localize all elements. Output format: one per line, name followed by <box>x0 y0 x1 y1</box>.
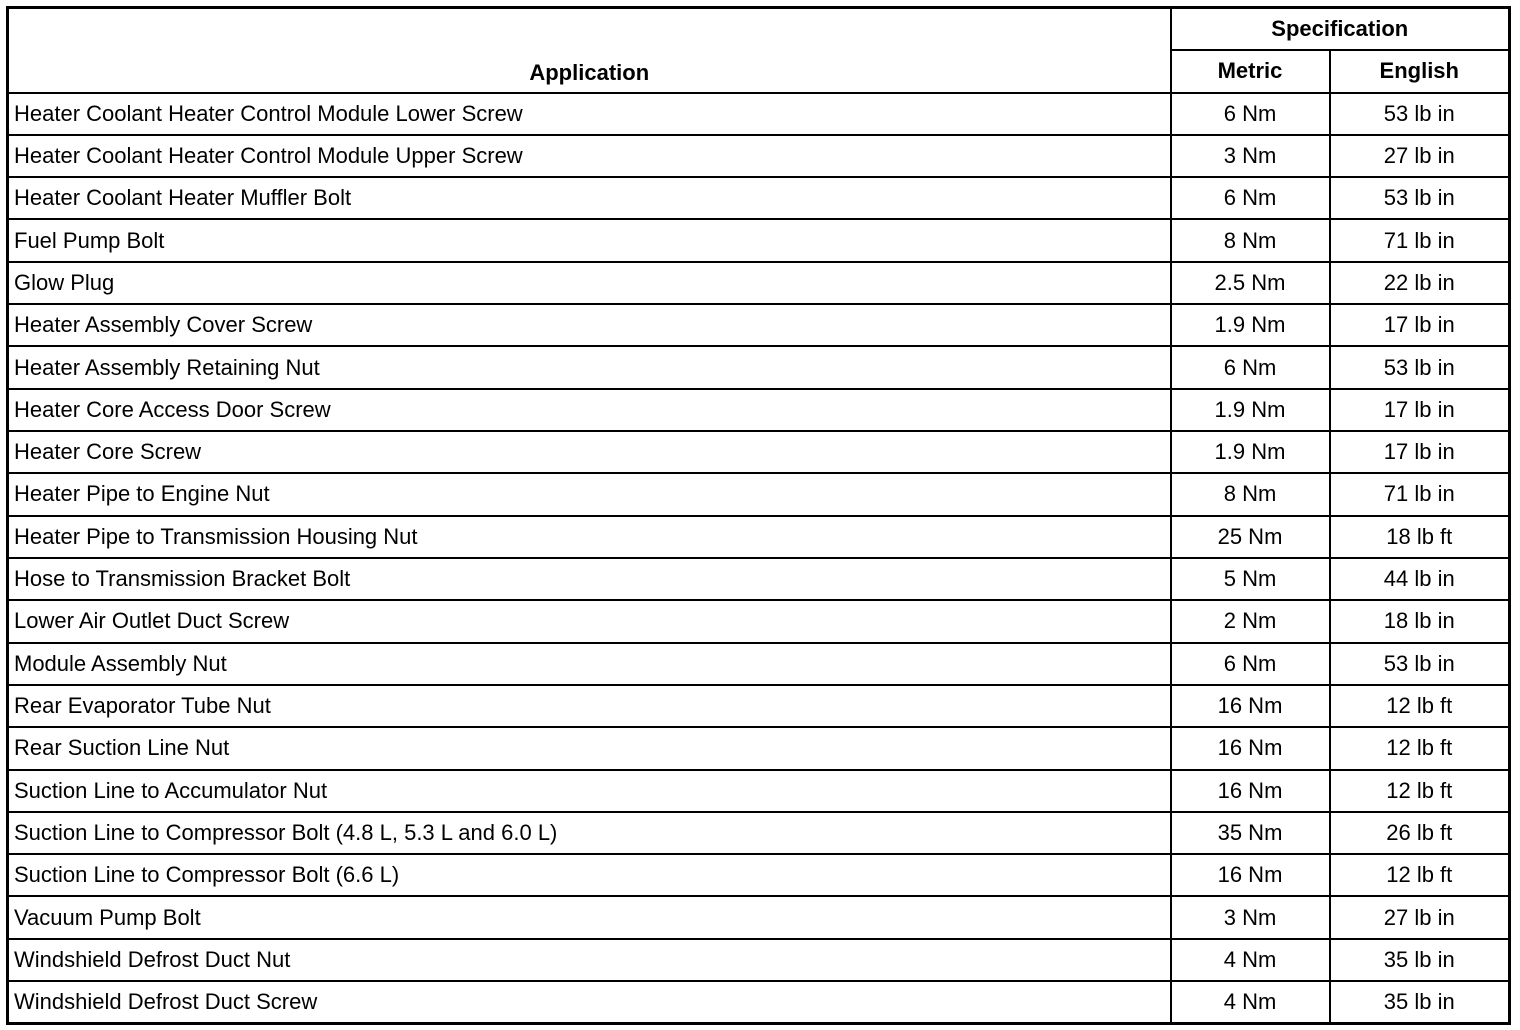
table-row <box>8 770 1510 812</box>
torque-spec-table <box>6 6 1511 1025</box>
table-row <box>8 685 1510 727</box>
application-cell: Windshield Defrost Duct Nut <box>8 939 1171 981</box>
application-cell: Lower Air Outlet Duct Screw <box>8 600 1171 642</box>
english-cell: 53 lb in <box>1330 643 1510 685</box>
english-cell: 35 lb in <box>1330 981 1510 1023</box>
table-row <box>8 431 1510 473</box>
english-cell: 53 lb in <box>1330 346 1510 388</box>
header-english: English <box>1330 50 1510 93</box>
application-cell: Heater Coolant Heater Control Module Upper Screw <box>8 135 1171 177</box>
english-cell: 53 lb in <box>1330 93 1510 135</box>
metric-cell: 1.9 Nm <box>1171 389 1330 431</box>
english-cell: 12 lb ft <box>1330 854 1510 896</box>
english-cell: 35 lb in <box>1330 939 1510 981</box>
metric-cell: 16 Nm <box>1171 854 1330 896</box>
english-cell: 71 lb in <box>1330 473 1510 515</box>
metric-cell: 35 Nm <box>1171 812 1330 854</box>
application-cell: Heater Core Screw <box>8 431 1171 473</box>
metric-cell: 1.9 Nm <box>1171 304 1330 346</box>
english-cell: 27 lb in <box>1330 896 1510 938</box>
table-row <box>8 473 1510 515</box>
table-row <box>8 854 1510 896</box>
application-cell: Suction Line to Accumulator Nut <box>8 770 1171 812</box>
english-cell: 26 lb ft <box>1330 812 1510 854</box>
application-cell: Heater Assembly Retaining Nut <box>8 346 1171 388</box>
english-cell: 71 lb in <box>1330 219 1510 261</box>
metric-cell: 8 Nm <box>1171 219 1330 261</box>
table-body <box>8 93 1510 1024</box>
metric-cell: 6 Nm <box>1171 177 1330 219</box>
metric-cell: 4 Nm <box>1171 939 1330 981</box>
application-cell: Rear Evaporator Tube Nut <box>8 685 1171 727</box>
metric-cell: 6 Nm <box>1171 346 1330 388</box>
english-cell: 17 lb in <box>1330 389 1510 431</box>
table-row <box>8 727 1510 769</box>
metric-cell: 2 Nm <box>1171 600 1330 642</box>
table-row <box>8 981 1510 1023</box>
application-cell: Suction Line to Compressor Bolt (4.8 L, 5.3 L and 6.0 L) <box>8 812 1171 854</box>
table-row <box>8 346 1510 388</box>
english-cell: 27 lb in <box>1330 135 1510 177</box>
table-row <box>8 219 1510 261</box>
application-cell: Rear Suction Line Nut <box>8 727 1171 769</box>
metric-cell: 16 Nm <box>1171 770 1330 812</box>
table-row <box>8 558 1510 600</box>
application-cell: Windshield Defrost Duct Screw <box>8 981 1171 1023</box>
header-specification: Specification <box>1171 8 1510 50</box>
table-row <box>8 812 1510 854</box>
table-row <box>8 177 1510 219</box>
application-cell: Heater Assembly Cover Screw <box>8 304 1171 346</box>
metric-cell: 6 Nm <box>1171 93 1330 135</box>
metric-cell: 3 Nm <box>1171 896 1330 938</box>
metric-cell: 25 Nm <box>1171 516 1330 558</box>
table-row <box>8 516 1510 558</box>
english-cell: 18 lb in <box>1330 600 1510 642</box>
metric-cell: 16 Nm <box>1171 727 1330 769</box>
metric-cell: 16 Nm <box>1171 685 1330 727</box>
metric-cell: 5 Nm <box>1171 558 1330 600</box>
application-cell: Vacuum Pump Bolt <box>8 896 1171 938</box>
table-row <box>8 93 1510 135</box>
metric-cell: 3 Nm <box>1171 135 1330 177</box>
english-cell: 44 lb in <box>1330 558 1510 600</box>
application-cell: Heater Pipe to Engine Nut <box>8 473 1171 515</box>
application-cell: Hose to Transmission Bracket Bolt <box>8 558 1171 600</box>
english-cell: 12 lb ft <box>1330 685 1510 727</box>
application-cell: Heater Pipe to Transmission Housing Nut <box>8 516 1171 558</box>
english-cell: 22 lb in <box>1330 262 1510 304</box>
metric-cell: 1.9 Nm <box>1171 431 1330 473</box>
application-cell: Module Assembly Nut <box>8 643 1171 685</box>
application-cell: Heater Core Access Door Screw <box>8 389 1171 431</box>
table-row <box>8 262 1510 304</box>
english-cell: 17 lb in <box>1330 304 1510 346</box>
metric-cell: 2.5 Nm <box>1171 262 1330 304</box>
application-cell: Suction Line to Compressor Bolt (6.6 L) <box>8 854 1171 896</box>
english-cell: 12 lb ft <box>1330 727 1510 769</box>
table-row <box>8 304 1510 346</box>
table-row <box>8 600 1510 642</box>
english-cell: 53 lb in <box>1330 177 1510 219</box>
metric-cell: 8 Nm <box>1171 473 1330 515</box>
english-cell: 18 lb ft <box>1330 516 1510 558</box>
table-row <box>8 643 1510 685</box>
header-application: Application <box>8 8 1171 93</box>
table-row <box>8 135 1510 177</box>
table-row <box>8 939 1510 981</box>
table-row <box>8 389 1510 431</box>
application-cell: Heater Coolant Heater Muffler Bolt <box>8 177 1171 219</box>
table-row <box>8 896 1510 938</box>
english-cell: 12 lb ft <box>1330 770 1510 812</box>
metric-cell: 6 Nm <box>1171 643 1330 685</box>
application-cell: Heater Coolant Heater Control Module Lower Screw <box>8 93 1171 135</box>
english-cell: 17 lb in <box>1330 431 1510 473</box>
application-cell: Fuel Pump Bolt <box>8 219 1171 261</box>
application-cell: Glow Plug <box>8 262 1171 304</box>
metric-cell: 4 Nm <box>1171 981 1330 1023</box>
header-metric: Metric <box>1171 50 1330 93</box>
